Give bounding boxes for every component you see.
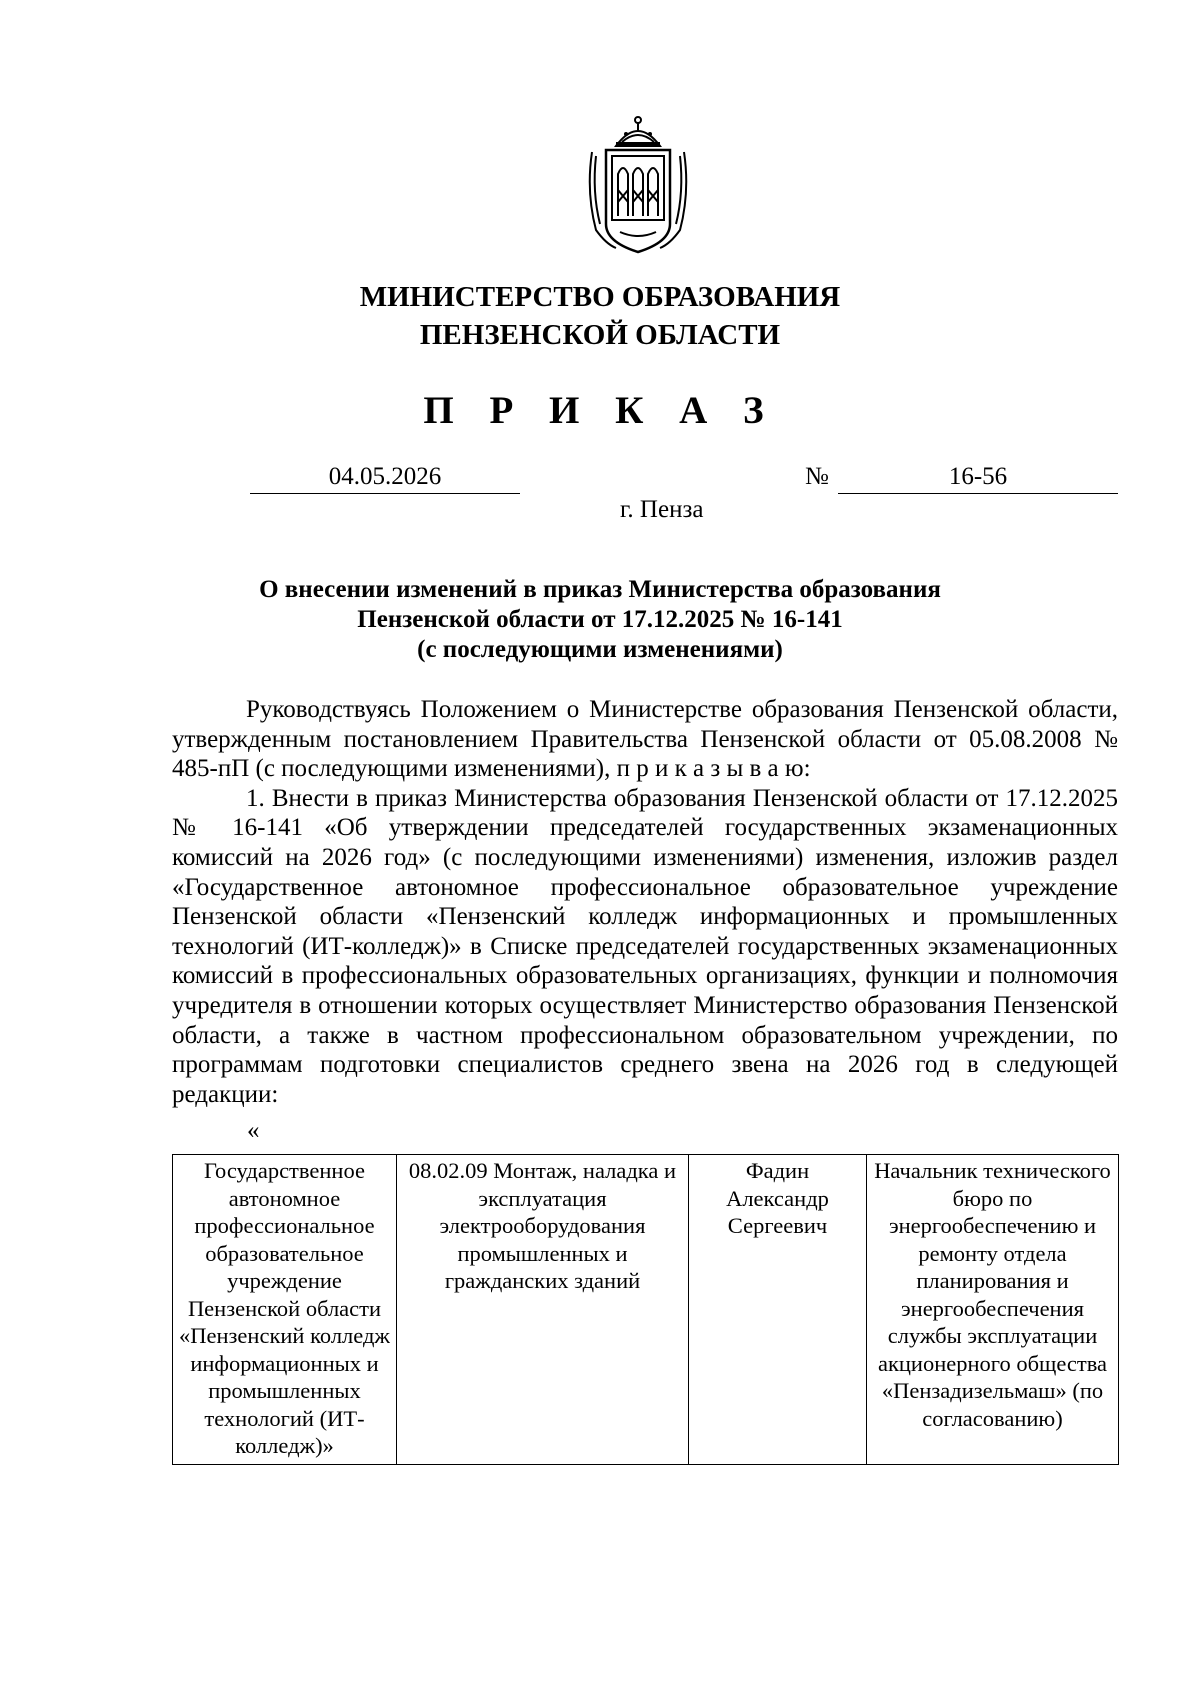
organization-name-line2: ПЕНЗЕНСКОЙ ОБЛАСТИ — [419, 319, 781, 351]
table-row — [173, 1155, 1119, 1465]
order-subject-line1: О внесении изменений в приказ Министерства образования — [259, 576, 941, 603]
order-subject — [0, 575, 1200, 665]
cell-position: Начальник технического бюро по энергообеспечению и ремонту отдела планирования и энергообеспечения службы эксплуатации акционерного общества «Пензадизельмаш» (по согласованию) — [867, 1155, 1119, 1465]
opening-quote-mark: « — [247, 1117, 260, 1144]
coat-of-arms-icon — [586, 112, 690, 258]
cell-chairman: Фадин Александр Сергеевич — [689, 1155, 867, 1465]
cell-organization: Государственное автономное профессиональное образовательное учреждение Пензенской области «Пензенский колледж информационных и промышленных технологий (ИТ-колледж)» — [173, 1155, 397, 1465]
document-type-title: П Р И К А З — [423, 389, 777, 432]
organization-name-line1: МИНИСТЕРСТВО ОБРАЗОВАНИЯ — [359, 281, 841, 313]
body-paragraph-1: Руководствуясь Положением о Министерстве образования Пензенской области, утвержденным постановлением Правительства Пензенской области от 05.08.2008 № 485-пП (с последующими изменениями), п р и к а з ы в а ю: — [172, 696, 1118, 783]
order-date: 04.05.2026 — [250, 460, 520, 494]
organization-name — [0, 278, 1200, 354]
chairmen-table — [172, 1154, 1119, 1465]
order-subject-line3: (с последующими изменениями) — [417, 636, 783, 663]
order-body — [172, 695, 1118, 1109]
order-subject-line2: Пензенской области от 17.12.2025 № 16-141 — [357, 606, 843, 633]
order-number: 16-56 — [838, 460, 1118, 494]
order-city: г. Пенза — [620, 496, 704, 523]
order-number-label: № — [805, 463, 829, 490]
cell-specialty: 08.02.09 Монтаж, наладка и эксплуатация электрооборудования промышленных и гражданских зданий — [397, 1155, 689, 1465]
body-paragraph-2: 1. Внести в приказ Министерства образования Пензенской области от 17.12.2025 № 16-141 «Об утверждении председателей государственных экзаменационных комиссий на 2026 год» (с последующими изменениями) изменения, изложив раздел «Государственное автономное профессиональное образовательное учреждение Пензенской области «Пензенский колледж информационных и промышленных технологий (ИТ-колледж)» в Списке председателей государственных экзаменационных комиссий в профессиональных образовательных организациях, функции и полномочия учредителя в отношении которых осуществляет Министерство образования Пензенской области, а также в частном профессиональном образовательном учреждении, по программам подготовки специалистов среднего звена на 2026 год в следующей редакции: — [172, 784, 1118, 1108]
